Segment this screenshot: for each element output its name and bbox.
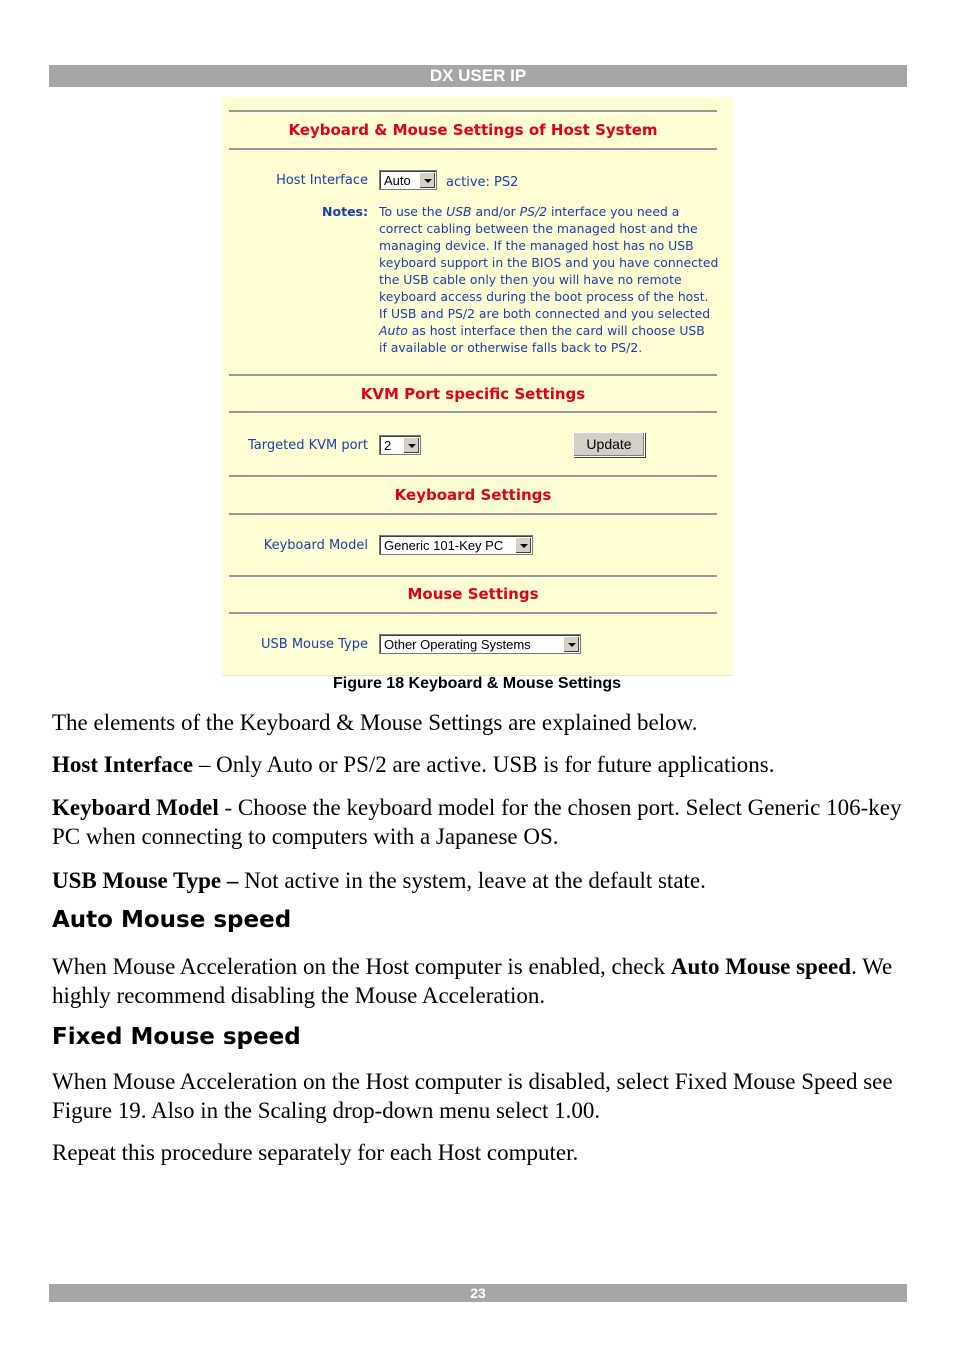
settings-screenshot: [222, 97, 733, 676]
usb-mouse-paragraph: USB Mouse Type – Not active in the system, leave at the default state.: [52, 868, 706, 893]
chevron-down-icon[interactable]: [403, 437, 419, 453]
divider: [229, 475, 717, 478]
usb-mouse-term: USB Mouse Type –: [52, 868, 239, 893]
divider: [229, 411, 717, 414]
footer-bar: [49, 1284, 907, 1302]
section-title-mouse: Mouse Settings: [407, 585, 539, 603]
keyboard-model-label: Keyboard Model: [263, 538, 368, 553]
divider: [229, 513, 717, 516]
active-interface-status: active: PS2: [446, 175, 519, 190]
section-title-keyboard: Keyboard Settings: [394, 486, 552, 504]
intro-paragraph: The elements of the Keyboard & Mouse Settings are explained below.: [52, 710, 698, 735]
repeat-paragraph: Repeat this procedure separately for each Host computer.: [52, 1140, 579, 1165]
host-interface-paragraph: Host Interface – Only Auto or PS/2 are active. USB is for future applications.: [52, 752, 775, 777]
usb-mouse-type-label: USB Mouse Type: [261, 637, 368, 652]
host-interface-term: Host Interface: [52, 752, 194, 777]
auto-mouse-paragraph: When Mouse Acceleration on the Host computer is enabled, check Auto Mouse speed. We highly recommend disabling the Mouse Acceleration.: [52, 954, 893, 1008]
divider: [229, 148, 717, 151]
usb-mouse-type-select[interactable]: [379, 634, 581, 654]
divider: [229, 612, 717, 615]
divider: [229, 110, 717, 113]
header-bar: [49, 65, 907, 87]
auto-mouse-heading: Auto Mouse speed: [52, 907, 292, 933]
keyboard-model-select[interactable]: [379, 535, 533, 555]
figure-caption: Figure 18 Keyboard & Mouse Settings: [332, 675, 622, 692]
update-button[interactable]: Update: [573, 432, 645, 457]
section-title-host-system: Keyboard & Mouse Settings of Host System: [288, 121, 658, 139]
notes-text: To use the USB and/or PS/2 interface you need a correct cabling between the managed host and the managing device. If the managed host has no USB keyboard support in the BIOS and you have connected the USB cable only then you will have no remote keyboard access during the boot process of the host. If USB and PS/2 are both connected and you selected Auto as host interface then the card will choose USB if available or otherwise falls back to PS/2.: [379, 204, 719, 355]
divider: [229, 575, 717, 578]
fixed-mouse-heading: Fixed Mouse speed: [52, 1024, 301, 1050]
host-interface-label: Host Interface: [276, 173, 368, 188]
host-interface-value: Auto: [384, 173, 411, 188]
chevron-down-icon[interactable]: [515, 537, 531, 553]
chevron-down-icon[interactable]: [563, 636, 579, 652]
keyboard-model-term: Keyboard Model: [52, 795, 219, 820]
keyboard-model-value: Generic 101-Key PC: [384, 538, 504, 553]
divider: [229, 374, 717, 377]
host-interface-select[interactable]: [379, 170, 437, 190]
notes-label: Notes:: [322, 204, 368, 219]
section-title-kvm-port: KVM Port specific Settings: [360, 385, 586, 403]
page-number: 23: [470, 1285, 486, 1301]
chevron-down-icon[interactable]: [419, 172, 435, 188]
kvm-port-label: Targeted KVM port: [247, 438, 368, 453]
fixed-mouse-paragraph: When Mouse Acceleration on the Host computer is disabled, select Fixed Mouse Speed see Figure 19. Also in the Scaling drop-down menu select 1.00.: [52, 1069, 893, 1123]
header-title: DX USER IP: [429, 66, 527, 85]
kvm-port-select[interactable]: [379, 435, 421, 455]
keyboard-model-paragraph: Keyboard Model - Choose the keyboard model for the chosen port. Select Generic 106-key PC when connecting to computers with a Japanese OS.: [52, 795, 902, 849]
kvm-port-value: 2: [384, 438, 392, 453]
usb-mouse-type-value: Other Operating Systems: [384, 637, 531, 652]
